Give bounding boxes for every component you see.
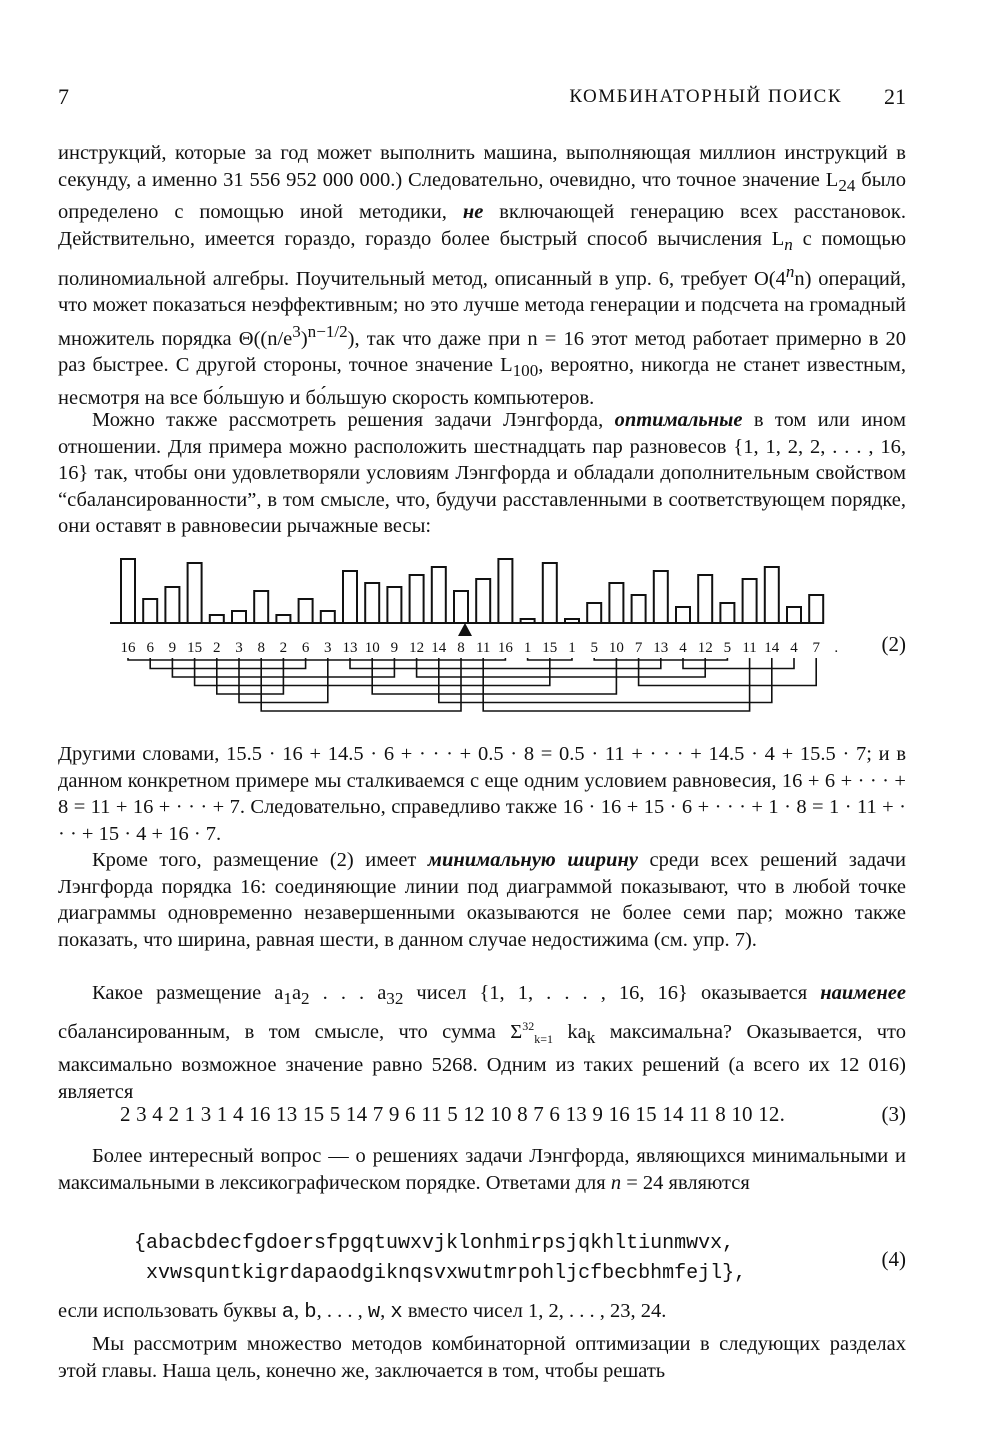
weight-label: 13	[342, 640, 358, 656]
weight-label: 4	[679, 640, 687, 656]
weight-bar	[188, 563, 202, 623]
weight-label: 9	[390, 640, 399, 656]
weight-bar	[676, 607, 690, 623]
weight-bar	[454, 591, 468, 623]
weight-bar	[654, 571, 668, 623]
weight-bar	[410, 575, 424, 623]
weight-label: 3	[324, 640, 332, 656]
weight-label: 14	[764, 640, 780, 656]
weight-bar	[765, 567, 779, 623]
paragraph-3: Другими словами, 15.5 · 16 + 14.5 · 6 + · · · + 0.5 · 8 = 0.5 · 11 + · · · + 14.5 · 4 + 15.5 · 7; и в данном конкретном примере мы сталкиваемся с еще одним условием равновесия, 16 + 6 + · · · + 8 = 11 + 16 + · · · + 7. Следовательно, справедливо также 16 · 16 + 15 · 6 + · · · + 1 · 8 = 1 · 11 + · · · + 15 · 4 + 16 · 7.	[58, 743, 906, 845]
weight-label: 8	[257, 640, 265, 656]
weight-label: 6	[146, 640, 154, 656]
equation-3-text: 2 3 4 2 1 3 1 4 16 13 15 5 14 7 9 6 11 5 12 10 8 7 6 13 9 16 15 14 11 8 10 12.	[120, 1102, 786, 1126]
weight-bar	[299, 599, 313, 623]
weight-bar	[143, 599, 157, 623]
balance-diagram	[110, 548, 910, 748]
weight-label: 2	[279, 640, 288, 656]
pair-connector	[639, 658, 817, 686]
weight-bar	[498, 559, 512, 623]
weight-label: 9	[168, 640, 177, 656]
weight-bar	[321, 611, 335, 623]
page-header	[58, 84, 906, 114]
fulcrum-icon	[458, 623, 472, 636]
weight-bar	[543, 563, 557, 623]
weight-label: 1	[568, 640, 576, 656]
pair-connector	[439, 658, 772, 703]
weight-label: 1	[523, 640, 532, 656]
weight-label: 2	[213, 640, 221, 656]
weight-label: 5	[590, 640, 598, 656]
weight-label: 6	[301, 640, 310, 656]
equation-label-3: (3)	[881, 1102, 906, 1126]
weight-label: 11	[742, 640, 757, 656]
sequence-end-dot: .	[834, 640, 839, 656]
weight-bar	[787, 607, 801, 623]
weight-bar	[232, 611, 246, 623]
weight-label: 16	[497, 640, 513, 656]
weight-label: 3	[235, 640, 243, 656]
paragraph-2: Можно также рассмотреть решения задачи Лэнгфорда, оптимальные в том или ином отношении. Для примера можно расположить шестнадцать пар разновесов {1, 1, 2, 2, . . . , 16, 16} так, чтобы они удовлетворяли условиям Лэнгфорда и обладали дополнительным свойством “сбалансированности”, в том смысле, что, будучи расставленными в соответствующем порядке, они оставят в равновесии рычажные весы:	[58, 409, 906, 538]
page-number: 21	[884, 84, 906, 109]
weight-bar	[809, 595, 823, 623]
weight-label: 10	[364, 640, 380, 656]
paragraph-5: Какое размещение $a_1a_2$ . . . $a_{32}$ чисел {1, 1, . . . , 16, 16} оказывается наименее сбалансированным, в том смысле, что сумма $\Sigma^{32}_{k=1}$ $ka_k$ максимальна? Оказывается, что максимально возможное значение равно 5268. Одним из таких решений (а всего их 12 016) является	[58, 982, 906, 1103]
weight-bar	[720, 603, 734, 623]
weight-bar	[165, 587, 179, 623]
equation-4	[58, 1232, 906, 1294]
paragraph-8: Мы рассмотрим множество методов комбинаторной оптимизации в следующих разделах этой главы. Наша цель, конечно же, заключается в том, чтобы решать	[58, 1333, 906, 1382]
weight-label: 7	[634, 640, 643, 656]
paragraph-7: если использовать буквы a, b, . . . , w, x вместо чисел 1, 2, . . . , 23, 24.	[58, 1300, 667, 1324]
weight-bar	[476, 579, 490, 623]
weight-label: 12	[409, 640, 425, 656]
paragraph-6: Более интересный вопрос — о решениях задачи Лэнгфорда, являющихся минимальными и максимальными в лексикографическом порядке. Ответами для n = 24 являются	[58, 1145, 906, 1194]
running-title: КОМБИНАТОРНЫЙ ПОИСК	[569, 86, 842, 107]
weight-bar	[254, 591, 268, 623]
weight-label: 16	[120, 640, 136, 656]
pair-connector	[417, 658, 706, 677]
equation-4-line-1: {abacbdecfgdoersfpgqtuwxvjklonhmirpsjqkhltiunmwvx,	[134, 1232, 735, 1255]
weight-label: 10	[608, 640, 624, 656]
weight-bar	[432, 567, 446, 623]
weight-label: 15	[187, 640, 203, 656]
weight-bar	[632, 595, 646, 623]
weight-label: 4	[790, 640, 798, 656]
weight-bar	[276, 615, 290, 623]
weight-bar	[587, 603, 601, 623]
weight-label: 11	[475, 640, 491, 656]
pair-connector	[217, 658, 284, 694]
equation-4-line-2: xvwsquntkigrdapaodgiknqsvxwutmrpohljcfbecbhmfejl},	[146, 1262, 747, 1285]
equation-label-2: (2)	[881, 632, 906, 656]
weight-label: 14	[431, 640, 447, 656]
weight-label: 7	[812, 640, 820, 656]
weight-bar	[210, 615, 224, 623]
weight-bar	[343, 571, 357, 623]
weight-bar	[121, 559, 135, 623]
paragraph-1: инструкций, которые за год может выполнить машина, выполняющая миллион инструкций в секунду, а именно 31 556 952 000 000.) Следовательно, очевидно, что точное значение $L_{24}$ было определено с помощью иной методики, не включающей генерацию всех расстановок. Действительно, имеется гораздо, гораздо более быстрый способ вычисления $L_n$ с помощью полиномиальной алгебры. Поучительный метод, описанный в упр. 6, требует O(4$^n$n) операций, что может показаться неэффективным; но это лучше метода генерации и подсчета на громадный множитель порядка $\Theta((n/e^3)^{n-1/2})$, так что даже при n = 16 этот метод работает примерно в 20 раз быстрее. С другой стороны, точное значение $L_{100}$, вероятно, никогда не станет известным, несмотря на все бо́льшую и бо́льшую скорость компьютеров.	[58, 142, 907, 409]
weight-bar	[609, 583, 623, 623]
weight-label: 13	[653, 640, 669, 656]
weight-label: 12	[697, 640, 713, 656]
weight-bar	[743, 579, 757, 623]
equation-3	[58, 1102, 906, 1132]
weight-bar	[365, 583, 379, 623]
weight-bar	[387, 587, 401, 623]
weight-label: 5	[723, 640, 732, 656]
weight-bar	[698, 575, 712, 623]
paragraph-4: Кроме того, размещение (2) имеет минимальную ширину среди всех решений задачи Лэнгфорда порядка 16: соединяющие линии под диаграммой показывают, что в любой точке диаграммы одновременно незавершенными оказываются не более семи пар; можно также показать, что ширина, равная шести, в данном случае недостижима (см. упр. 7).	[58, 849, 906, 951]
section-number: 7	[58, 84, 69, 109]
weight-label: 15	[542, 640, 558, 656]
weight-label: 8	[457, 640, 465, 656]
equation-label-4: (4)	[881, 1247, 906, 1271]
pair-connector	[128, 658, 505, 660]
pair-connector	[372, 658, 616, 694]
